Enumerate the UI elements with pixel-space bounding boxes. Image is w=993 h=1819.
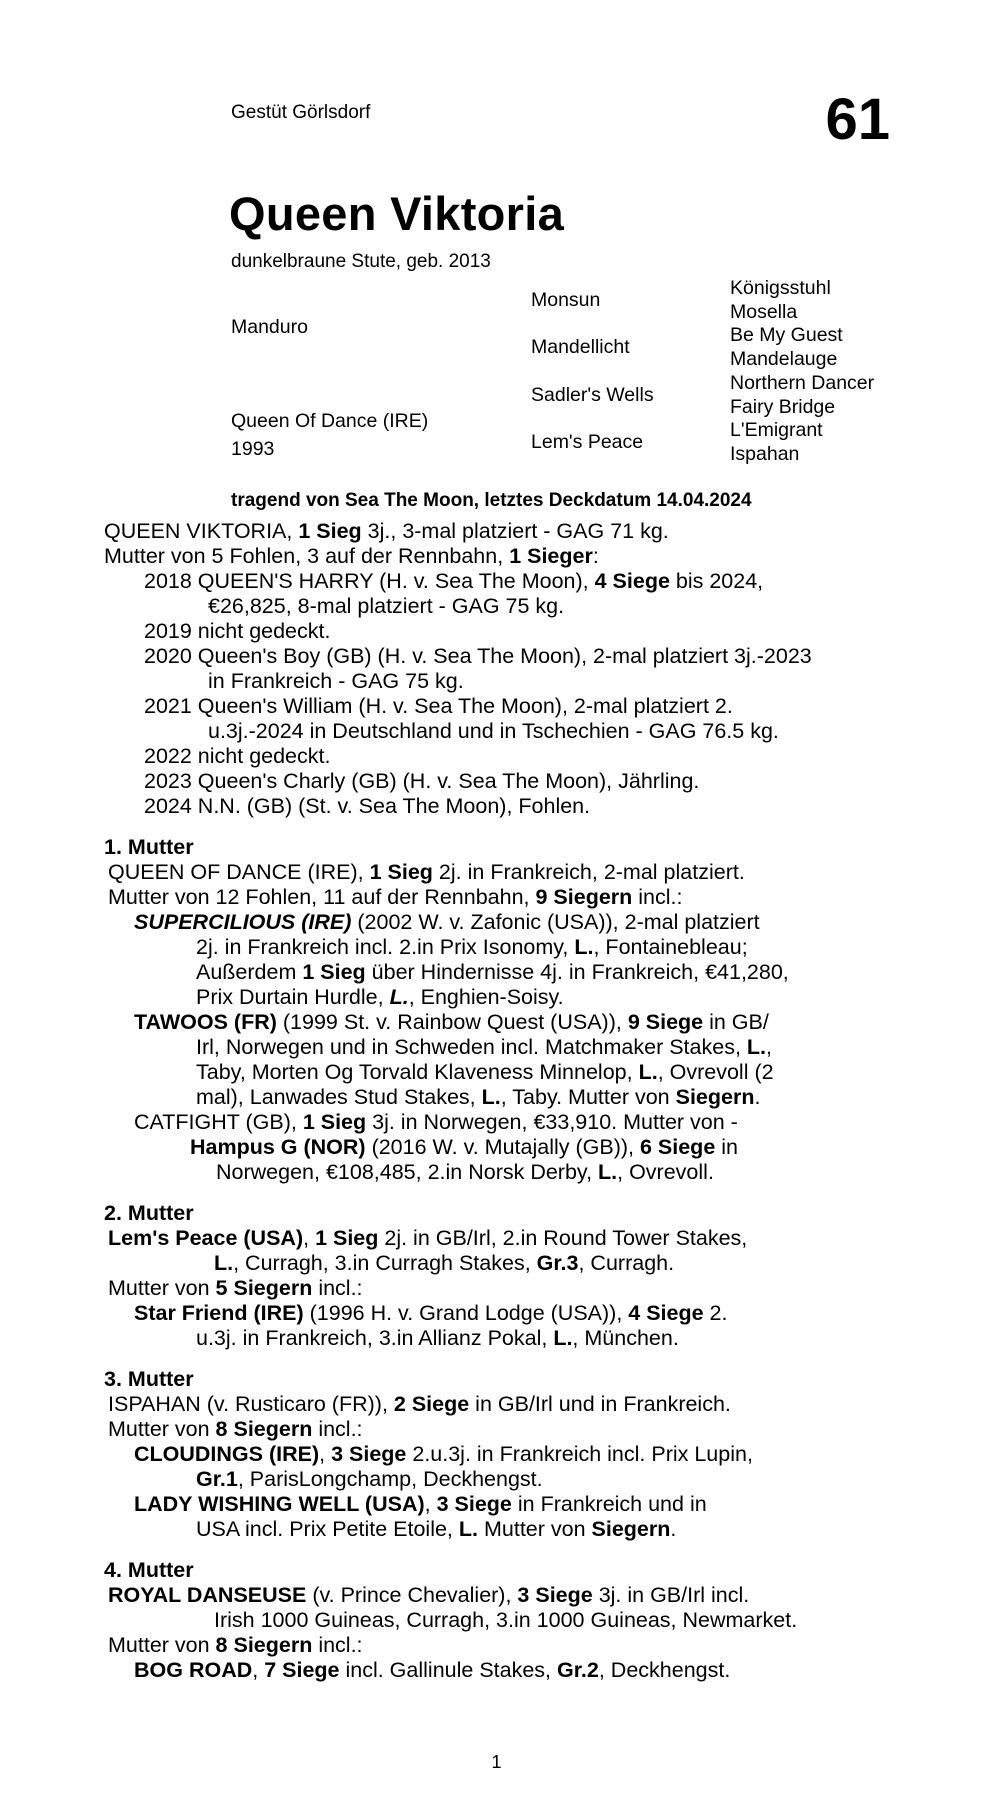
pedigree-g3-3: Be My Guest <box>730 324 843 346</box>
body-line <box>104 1608 904 1633</box>
text-segment: über Hindernisse 4j. in Frankreich, €41,280, <box>365 960 789 984</box>
body-line <box>104 860 904 885</box>
pedigree-g3-2: Mosella <box>730 301 798 323</box>
text-segment: u.3j.-2024 in Deutschland und in Tschechien - GAG 76.5 kg. <box>208 719 779 743</box>
text-segment: , <box>319 1442 332 1466</box>
text-segment: Irish 1000 Guineas, Curragh, 3.in 1000 Guineas, Newmarket. <box>214 1608 798 1632</box>
text-segment: 7 Siege <box>264 1658 340 1682</box>
section-spacer <box>104 1542 904 1558</box>
text-segment: u.3j. in Frankreich, 3.in Allianz Pokal, <box>196 1326 554 1350</box>
body-line <box>104 569 904 594</box>
body-line <box>104 769 904 794</box>
text-segment: in Frankreich und in <box>511 1492 707 1516</box>
text-segment: , <box>303 1226 316 1250</box>
text-segment: . <box>670 1517 677 1541</box>
text-segment: , Fontainebleau; <box>593 935 748 959</box>
body-line <box>104 1251 904 1276</box>
body-line <box>104 1392 904 1417</box>
text-segment: in GB/Irl und in Frankreich. <box>469 1392 731 1416</box>
pedigree-g3-7: L'Emigrant <box>730 419 823 441</box>
text-segment: 3j. in Norwegen, €33,910. Mutter von - <box>366 1110 738 1134</box>
text-segment: L. <box>214 1251 234 1275</box>
text-segment: in GB/ <box>703 1010 769 1034</box>
text-segment: 2. Mutter <box>104 1201 194 1225</box>
text-segment: L. <box>481 1085 501 1109</box>
section-heading <box>104 835 904 860</box>
text-segment: ISPAHAN (v. Rusticaro (FR)), <box>108 1392 394 1416</box>
body-line <box>104 1135 904 1160</box>
pedigree-sire-sire: Monsun <box>531 289 601 311</box>
text-segment: CLOUDINGS (IRE) <box>134 1442 320 1466</box>
body-line <box>104 544 904 569</box>
body-line <box>104 1467 904 1492</box>
text-segment: , ParisLongchamp, Deckhengst. <box>237 1467 543 1491</box>
stud-name: Gestüt Görlsdorf <box>231 102 371 123</box>
pedigree-g3-4: Mandelauge <box>730 348 838 370</box>
body-line <box>104 1417 904 1442</box>
text-segment: 2018 QUEEN'S HARRY (H. v. Sea The Moon), <box>144 569 595 593</box>
text-segment: , Curragh. <box>578 1251 675 1275</box>
text-segment: Gr.3 <box>536 1251 579 1275</box>
text-segment: , <box>252 1658 265 1682</box>
text-segment: 3. Mutter <box>104 1367 194 1391</box>
body-line <box>104 1517 904 1542</box>
text-segment: 3 Siege <box>517 1583 593 1607</box>
body-line <box>104 885 904 910</box>
text-segment: 8 Siegern <box>215 1633 313 1657</box>
body-line <box>104 644 904 669</box>
body-line <box>104 960 904 985</box>
text-segment: 2. <box>703 1301 728 1325</box>
text-segment: Irl, Norwegen und in Schweden incl. Matchmaker Stakes, <box>196 1035 747 1059</box>
text-segment: 2023 Queen's Charly (GB) (H. v. Sea The Moon), Jährling. <box>144 769 700 793</box>
text-segment: 2j. in Frankreich, 2-mal platziert. <box>432 860 745 884</box>
text-segment: , <box>766 1035 772 1059</box>
text-segment: QUEEN OF DANCE (IRE), <box>108 860 370 884</box>
pedigree-sire: Manduro <box>231 316 308 338</box>
text-segment: incl.: <box>632 885 683 909</box>
text-segment: Hampus G (NOR) <box>190 1135 366 1159</box>
pedigree-g3-6: Fairy Bridge <box>730 396 836 418</box>
pedigree-dam-dam: Lem's Peace <box>531 431 644 453</box>
text-segment: L. <box>458 1517 478 1541</box>
text-segment: , <box>424 1492 437 1516</box>
section-spacer <box>104 1351 904 1367</box>
text-segment: (2016 W. v. Mutajally (GB)), <box>365 1135 640 1159</box>
text-segment: , Ovrevoll. <box>617 1160 714 1184</box>
text-segment: , München. <box>572 1326 679 1350</box>
section-spacer <box>104 819 904 835</box>
section-heading <box>104 1367 904 1392</box>
text-segment: , Deckhengst. <box>598 1658 731 1682</box>
body-line <box>104 1226 904 1251</box>
text-segment: (1999 St. v. Rainbow Quest (USA)), <box>276 1010 628 1034</box>
text-segment: 1. Mutter <box>104 835 194 859</box>
body-line <box>104 1633 904 1658</box>
text-segment: L. <box>553 1326 573 1350</box>
pedigree-g3-8: Ispahan <box>730 443 800 465</box>
body-line <box>104 1060 904 1085</box>
text-segment: 2 Siege <box>393 1392 470 1416</box>
body-line <box>104 744 904 769</box>
body-line <box>104 1492 904 1517</box>
text-segment: 3j., 3-mal platziert - GAG 71 kg. <box>361 519 669 543</box>
text-segment: 4. Mutter <box>104 1558 194 1582</box>
text-segment: 2.u.3j. in Frankreich incl. Prix Lupin, <box>406 1442 753 1466</box>
text-segment: 6 Siege <box>639 1135 716 1159</box>
body-line <box>104 1085 904 1110</box>
body-line <box>104 985 904 1010</box>
text-segment: Gr.2 <box>557 1658 599 1682</box>
pedigree-sire-dam: Mandellicht <box>531 336 630 358</box>
text-segment: , Ovrevoll (2 <box>657 1060 774 1084</box>
text-segment: 2022 nicht gedeckt. <box>144 744 331 768</box>
body-line <box>104 519 904 544</box>
text-segment: L. <box>389 985 409 1009</box>
text-segment: in Frankreich - GAG 75 kg. <box>208 669 464 693</box>
text-segment: 3 Siege <box>436 1492 512 1516</box>
text-segment: Mutter von 12 Fohlen, 11 auf der Rennbahn, <box>108 885 536 909</box>
body-line <box>104 1035 904 1060</box>
body-line <box>104 669 904 694</box>
text-segment: incl.: <box>312 1633 363 1657</box>
text-segment: SUPERCILIOUS (IRE) <box>134 910 352 934</box>
text-segment: USA incl. Prix Petite Etoile, <box>196 1517 459 1541</box>
text-segment: Prix Durtain Hurdle, <box>196 985 390 1009</box>
text-segment: (v. Prince Chevalier), <box>306 1583 518 1607</box>
body-line <box>104 1658 904 1683</box>
text-segment: Siegern <box>675 1085 755 1109</box>
text-segment: Star Friend (IRE) <box>134 1301 304 1325</box>
text-segment: 4 Siege <box>594 569 670 593</box>
text-segment: Lem's Peace (USA) <box>108 1226 304 1250</box>
body-line <box>104 1276 904 1301</box>
body-line <box>104 719 904 744</box>
body-line <box>104 1583 904 1608</box>
body-line <box>104 794 904 819</box>
text-segment: L. <box>598 1160 618 1184</box>
text-segment: CATFIGHT (GB), <box>134 1110 303 1134</box>
pedigree-dam-sire: Sadler's Wells <box>531 384 654 406</box>
text-segment: Norwegen, €108,485, 2.in Norsk Derby, <box>216 1160 599 1184</box>
text-segment: 1 Sieg <box>302 1110 367 1134</box>
horse-description: dunkelbraune Stute, geb. 2013 <box>231 251 491 272</box>
text-segment: 2019 nicht gedeckt. <box>144 619 331 643</box>
text-segment: Mutter von <box>108 1276 216 1300</box>
text-segment: (1996 H. v. Grand Lodge (USA)), <box>303 1301 629 1325</box>
text-segment: BOG ROAD <box>134 1658 253 1682</box>
text-segment: Mutter von 5 Fohlen, 3 auf der Rennbahn, <box>104 544 510 568</box>
text-segment: Mutter von <box>478 1517 592 1541</box>
text-segment: Taby, Morten Og Torvald Klaveness Minnelop, <box>196 1060 639 1084</box>
text-segment: 9 Siegern <box>535 885 633 909</box>
horse-name: Queen Viktoria <box>229 187 565 240</box>
text-segment: Außerdem <box>196 960 303 984</box>
race-record-body <box>104 519 904 1683</box>
text-segment: Mutter von <box>108 1633 216 1657</box>
body-line <box>104 619 904 644</box>
text-segment: 2j. in Frankreich incl. 2.in Prix Isonomy, <box>196 935 575 959</box>
text-segment: bis 2024, <box>669 569 764 593</box>
text-segment: L. <box>746 1035 767 1059</box>
text-segment: Siegern <box>591 1517 671 1541</box>
text-segment: 1 Sieg <box>302 960 366 984</box>
body-line <box>104 1010 904 1035</box>
text-segment: , Curragh, 3.in Curragh Stakes, <box>233 1251 537 1275</box>
text-segment: 9 Siege <box>627 1010 704 1034</box>
text-segment: , Enghien-Soisy. <box>408 985 564 1009</box>
text-segment: €26,825, 8-mal platziert - GAG 75 kg. <box>208 594 565 618</box>
text-segment: 2j. in GB/Irl, 2.in Round Tower Stakes, <box>378 1226 748 1250</box>
pedigree-dam: Queen Of Dance (IRE) <box>231 410 429 432</box>
text-segment: Mutter von <box>108 1417 216 1441</box>
text-segment: . <box>754 1085 761 1109</box>
text-segment: 8 Siegern <box>215 1417 313 1441</box>
text-segment: in <box>715 1135 738 1159</box>
text-segment: 5 Siegern <box>215 1276 313 1300</box>
section-heading <box>104 1558 904 1583</box>
pedigree-dam-year: 1993 <box>231 438 275 460</box>
text-segment: ROYAL DANSEUSE <box>108 1583 307 1607</box>
pedigree-g3-5: Northern Dancer <box>730 372 875 394</box>
text-segment: 4 Siege <box>628 1301 704 1325</box>
text-segment: incl.: <box>312 1417 363 1441</box>
section-spacer <box>104 1185 904 1201</box>
text-segment: 1 Sieg <box>298 519 362 543</box>
body-line <box>104 1442 904 1467</box>
body-line <box>104 910 904 935</box>
text-segment: Gr.1 <box>196 1467 238 1491</box>
text-segment: QUEEN VIKTORIA, <box>104 519 299 543</box>
text-segment: mal), Lanwades Stud Stakes, <box>196 1085 482 1109</box>
pedigree-g3-1: Königsstuhl <box>730 277 831 299</box>
text-segment: 2021 Queen's William (H. v. Sea The Moon), 2-mal platziert 2. <box>144 694 733 718</box>
text-segment: 1 Sieger <box>509 544 593 568</box>
text-segment: 1 Sieg <box>369 860 433 884</box>
text-segment: : <box>592 544 599 568</box>
text-segment: 3j. in GB/Irl incl. <box>592 1583 750 1607</box>
body-line <box>104 1160 904 1185</box>
text-segment: incl.: <box>312 1276 363 1300</box>
text-segment: L. <box>574 935 594 959</box>
text-segment: , Taby. Mutter von <box>500 1085 676 1109</box>
body-line <box>104 1110 904 1135</box>
body-line <box>104 1326 904 1351</box>
text-segment: 2020 Queen's Boy (GB) (H. v. Sea The Moon), 2-mal platziert 3j.-2023 <box>144 644 812 668</box>
text-segment: 1 Sieg <box>315 1226 379 1250</box>
text-segment: 2024 N.N. (GB) (St. v. Sea The Moon), Fohlen. <box>144 794 591 818</box>
text-segment: TAWOOS (FR) <box>134 1010 277 1034</box>
text-segment: incl. Gallinule Stakes, <box>339 1658 557 1682</box>
body-line <box>104 594 904 619</box>
body-line <box>104 1301 904 1326</box>
text-segment: 3 Siege <box>331 1442 407 1466</box>
body-line <box>104 694 904 719</box>
page-number: 1 <box>491 1752 502 1772</box>
section-heading <box>104 1201 904 1226</box>
text-segment: (2002 W. v. Zafonic (USA)), 2-mal platziert <box>351 910 760 934</box>
lot-number: 61 <box>825 87 890 152</box>
text-segment: LADY WISHING WELL (USA) <box>134 1492 425 1516</box>
covering-note: tragend von Sea The Moon, letztes Deckdatum 14.04.2024 <box>231 490 752 511</box>
body-line <box>104 935 904 960</box>
text-segment: L. <box>638 1060 658 1084</box>
